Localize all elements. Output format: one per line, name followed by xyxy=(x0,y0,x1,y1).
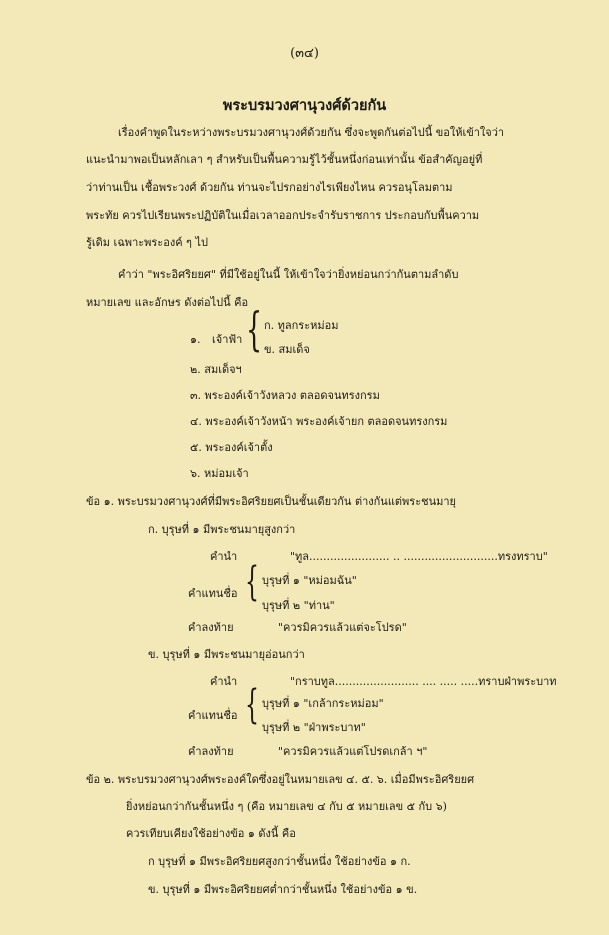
rank-1-a: ก. ทูลกระหม่อม xyxy=(264,319,339,332)
clause-1-heading: ข้อ ๑. พระบรมวงศานุวงศ์ที่มีพระอิศริยยศเป็นชั้นเดียวกัน ต่างกันแต่พระชนมายุ xyxy=(86,495,456,508)
section-title: พระบรมวงศานุวงศ์ด้วยกัน xyxy=(222,97,387,114)
intro-line-2: แนะนำมาพอเป็นหลักเลา ๆ สำหรับเป็นพื้นความรู้ไว้ชั้นหนึ่งก่อนเท่านั้น ข้อสำคัญอยู่ที่ xyxy=(86,153,483,166)
clause-1a-pron-1: บุรุษที่ ๑ "หม่อมฉัน" xyxy=(262,574,357,587)
clause-1b-pron-2: บุรุษที่ ๒ "ฝ่าพระบาท" xyxy=(262,721,366,734)
clause-1b-pron-1: บุรุษที่ ๑ "เกล้ากระหม่อม" xyxy=(262,697,384,710)
clause-1b-pron-label: คำแทนชื่อ xyxy=(188,709,238,722)
clause-1b-end-label: คำลงท้าย xyxy=(188,745,234,758)
clause-1a-end-label: คำลงท้าย xyxy=(188,621,234,634)
clause-2-line-1: ข้อ ๒. พระบรมวงศานุวงศ์พระองค์ใดซึ่งอยู่ในหมายเลข ๔. ๕. ๖. เมื่อมีพระอิศริยยศ xyxy=(86,773,475,786)
rank-1-number: ๑. xyxy=(190,333,201,346)
clause-1b-heading: ข. บุรุษที่ ๑ มีพระชนมายุอ่อนกว่า xyxy=(148,648,305,661)
rank-1-label: เจ้าฟ้า xyxy=(212,333,243,346)
clause-1a-pron-2: บุรุษที่ ๒ "ท่าน" xyxy=(262,599,335,612)
intro-line-3: ว่าท่านเป็น เชื้อพระวงศ์ ด้วยกัน ท่านจะไปรกอย่างไรเพียงไหน ควรอนุโลมตาม xyxy=(86,181,453,194)
rank-3: ๓. พระองค์เจ้าวังหลวง ตลอดจนทรงกรม xyxy=(190,389,380,402)
clause-1a-heading: ก. บุรุษที่ ๑ มีพระชนมายุสูงกว่า xyxy=(148,523,296,536)
clause-1b-lead-value: "กราบทูล........................ .... ..... .....ทราบฝ่าพระบาท xyxy=(290,675,557,688)
rank-4: ๔. พระองค์เจ้าวังหน้า พระองค์เจ้ายก ตลอดจนทรงกรม xyxy=(190,415,448,428)
clause-1a-end-value: "ควรมิควรแล้วแต่จะโปรด" xyxy=(278,621,407,634)
def-line-1: คำว่า "พระอิศริยยศ" ที่มีใช้อยู่ในนี้ ให้เข้าใจว่ายิ่งหย่อนกว่ากันตามลำดับ xyxy=(118,268,459,281)
rank-6: ๖. หม่อมเจ้า xyxy=(190,467,249,480)
page-number: (๓๔) xyxy=(290,46,319,61)
clause-1b-end-value: "ควรมิควรแล้วแต่โปรดเกล้า ฯ" xyxy=(278,745,428,758)
clause-1a-brace: { xyxy=(245,559,259,605)
intro-line-1: เรื่องคำพูดในระหว่างพระบรมวงศานุวงศ์ด้วยกัน ซึ่งจะพูดกันต่อไปนี้ ขอให้เข้าใจว่า xyxy=(118,126,505,139)
clause-2-line-5: ข. บุรุษที่ ๑ มีพระอิศริยยศต่ำกว่าชั้นหนึ่ง ใช้อย่างข้อ ๑ ข. xyxy=(148,883,418,896)
intro-line-5: รู้เดิม เฉพาะพระองค์ ๆ ไป xyxy=(86,236,208,249)
rank-1-brace: { xyxy=(246,302,263,356)
clause-2-line-3: ควรเทียบเคียงใช้อย่างข้อ ๑ ดังนี้ คือ xyxy=(126,827,296,840)
def-line-2: หมายเลข และอักษร ดังต่อไปนี้ คือ xyxy=(86,296,249,309)
rank-2: ๒. สมเด็จฯ xyxy=(190,363,242,376)
rank-1-b: ข. สมเด็จ xyxy=(264,343,310,356)
clause-1a-lead-label: คำนำ xyxy=(210,550,238,563)
clause-1b-lead-label: คำนำ xyxy=(210,675,238,688)
clause-1b-brace: { xyxy=(245,682,259,728)
clause-2-line-4: ก บุรุษที่ ๑ มีพระอิศริยยศสูงกว่าชั้นหนึ่ง ใช้อย่างข้อ ๑ ก. xyxy=(148,855,411,868)
clause-1a-pron-label: คำแทนชื่อ xyxy=(188,587,238,600)
rank-5: ๕. พระองค์เจ้าตั้ง xyxy=(190,441,273,454)
clause-2-line-2: ยิ่งหย่อนกว่ากันชั้นหนึ่ง ๆ (คือ หมายเลข ๔ กับ ๕ หมายเลข ๕ กับ ๖) xyxy=(126,800,447,813)
intro-line-4: พระทัย ควรไปเรียนพระปฏิบัติในเมื่อเวลาออกประจำรับราชการ ประกอบกับพื้นความ xyxy=(86,209,480,222)
clause-1a-lead-value: "ทูล....................... .. ...........................ทรงทราบ" xyxy=(290,550,548,563)
